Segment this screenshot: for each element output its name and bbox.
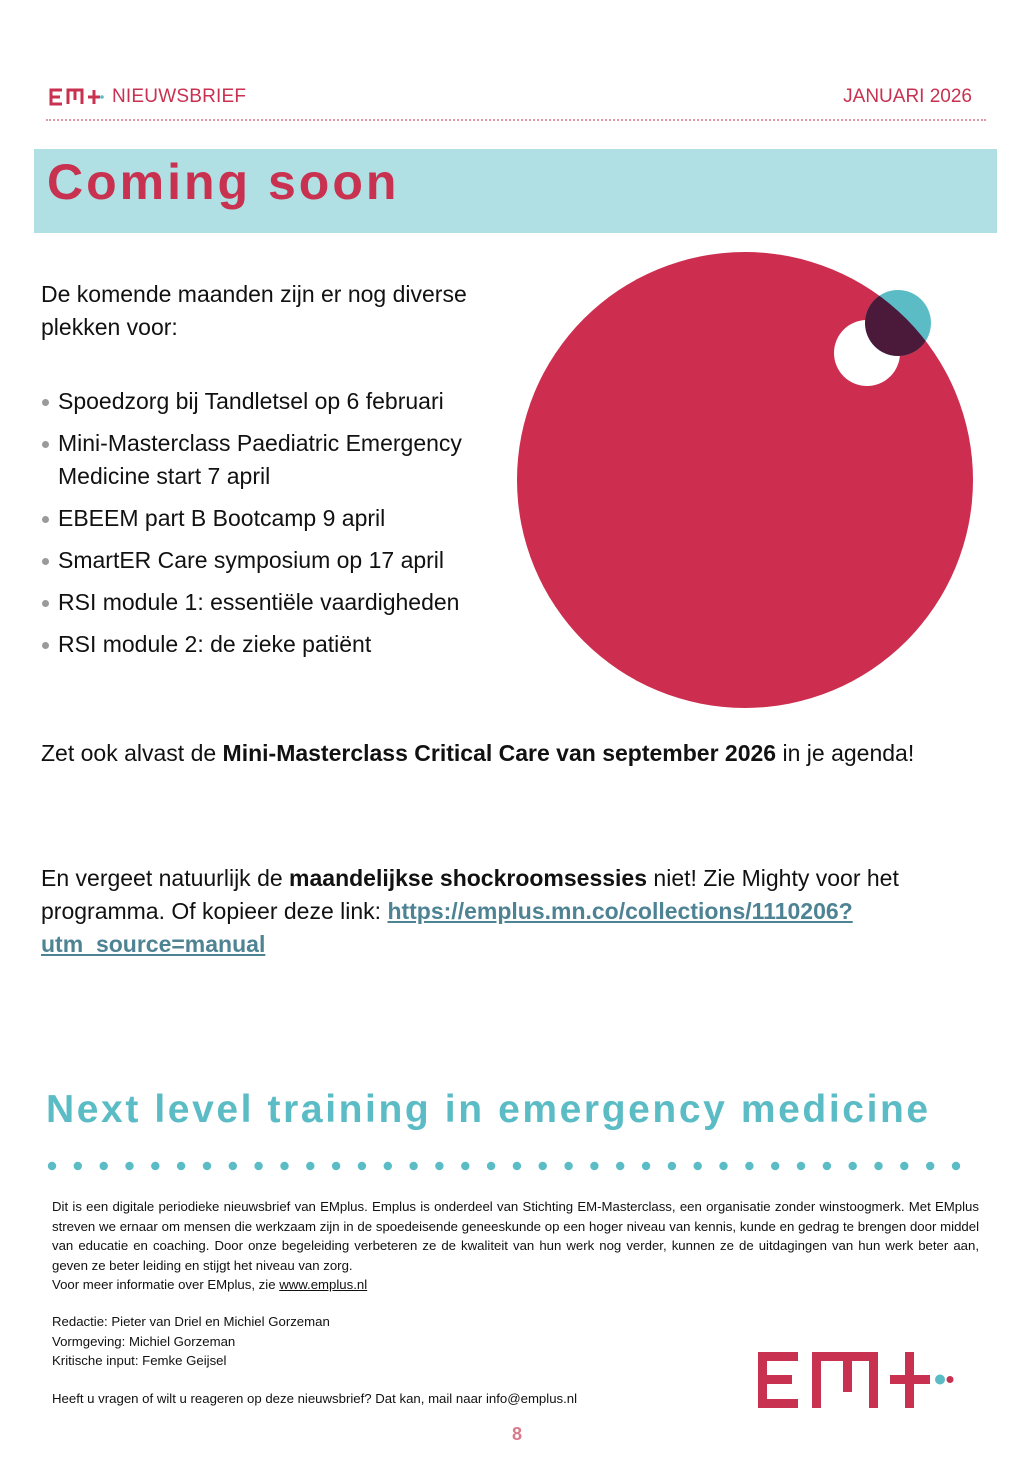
divider-dot: [332, 1162, 340, 1170]
newsletter-label: NIEUWSBRIEF: [112, 86, 247, 107]
dotted-divider: [46, 1158, 966, 1174]
header-divider: [46, 119, 986, 121]
shockroom-note: [41, 862, 981, 961]
divider-dot: [616, 1162, 624, 1170]
credits: [52, 1312, 330, 1371]
tagline: Next level training in emergency medicine: [46, 1088, 931, 1131]
divider-dot: [719, 1162, 727, 1170]
about-text: Dit is een digitale periodieke nieuwsbrief van EMplus. Emplus is onderdeel van Stichting EM-Masterclass, een organisatie zonder winstoogmerk. Met EMplus streven we ernaar om mensen die werkzaam zijn in de spoedeisende geneeskunde op een hoger niveau van kennis, kunde en gedrag te brengen door middel van educatie en coaching. Door onze begeleiding verbeteren ze de kwaliteit van hun werk nog verder, kunnen ze de uitdagingen van hun werk beter aan, geven ze beter leiding en stijgt het niveau van zorg. Voor meer informatie over EMplus, zie www.emplus.nl: [52, 1199, 979, 1292]
divider-dot: [564, 1162, 572, 1170]
shockroom-text: niet! Zie Mighty voor het programma. Of kopieer deze link:: [41, 865, 899, 924]
decorative-circles-graphic: [515, 250, 977, 712]
divider-dot: [435, 1162, 443, 1170]
shockroom-highlight: maandelijkse shockroomsessies: [289, 865, 648, 891]
event-item: EBEEM part B Bootcamp 9 april: [41, 502, 511, 535]
divider-dot: [926, 1162, 934, 1170]
brand: [48, 86, 246, 108]
agenda-highlight: Mini-Masterclass Critical Care van september 2026: [222, 740, 777, 766]
divider-dot: [952, 1162, 960, 1170]
divider-dot: [642, 1162, 650, 1170]
contact-text: Heeft u vragen of wilt u reageren op deze nieuwsbrief? Dat kan, mail naar info@emplus.nl: [52, 1391, 578, 1406]
divider-dot: [668, 1162, 676, 1170]
credit-editors: Redactie: Pieter van Driel en Michiel Gorzeman: [52, 1314, 330, 1329]
divider-dot: [900, 1162, 908, 1170]
website-link[interactable]: www.emplus.nl: [279, 1277, 368, 1292]
agenda-text: in je agenda!: [776, 740, 915, 766]
divider-dot: [874, 1162, 882, 1170]
divider-dot: [513, 1162, 521, 1170]
event-item: RSI module 2: de zieke patiënt: [41, 628, 511, 661]
agenda-text: Zet ook alvast de: [41, 740, 223, 766]
divider-dot: [280, 1162, 288, 1170]
em-plus-footer-logo-icon: [756, 1350, 956, 1410]
divider-dot: [461, 1162, 469, 1170]
section-banner: [34, 149, 997, 233]
page-number: 8: [511, 1424, 522, 1444]
divider-dot: [797, 1162, 805, 1170]
divider-dot: [539, 1162, 547, 1170]
divider-dot: [100, 1162, 108, 1170]
issue-date: JANUARI 2026: [843, 86, 972, 107]
divider-dot: [48, 1162, 56, 1170]
em-plus-logo-icon: [48, 87, 104, 107]
credit-design: Vormgeving: Michiel Gorzeman: [52, 1333, 236, 1349]
event-item: Spoedzorg bij Tandletsel op 6 februari: [41, 385, 511, 418]
divider-dot: [409, 1162, 417, 1170]
section-title: Coming soon: [47, 154, 400, 210]
divider-dot: [384, 1162, 392, 1170]
divider-dot: [254, 1162, 262, 1170]
event-list: [41, 385, 511, 670]
divider-dot: [74, 1162, 82, 1170]
divider-dot: [177, 1162, 185, 1170]
divider-dot: [745, 1162, 753, 1170]
intro-text: De komende maanden zijn er nog diverse plekken voor:: [41, 281, 467, 340]
shockroom-text: En vergeet natuurlijk de: [41, 865, 290, 891]
divider-dot: [306, 1162, 314, 1170]
mighty-link[interactable]: https://emplus.mn.co/collections/1110206? utm_source=manual: [41, 898, 853, 957]
event-item: RSI module 1: essentiële vaardigheden: [41, 586, 511, 619]
newsletter-header: [48, 82, 986, 112]
event-item: Mini-Masterclass Paediatric Emergency Medicine start 7 april: [41, 427, 511, 493]
divider-dot: [151, 1162, 159, 1170]
divider-dot: [694, 1162, 702, 1170]
divider-dot: [823, 1162, 831, 1170]
divider-dot: [487, 1162, 495, 1170]
divider-dot: [358, 1162, 366, 1170]
divider-dot: [203, 1162, 211, 1170]
divider-dot: [590, 1162, 598, 1170]
divider-dot: [125, 1162, 133, 1170]
divider-dot: [229, 1162, 237, 1170]
agenda-note: [41, 737, 1001, 770]
credit-input: Kritische input: Femke Geijsel: [52, 1353, 227, 1368]
divider-dot: [849, 1162, 857, 1170]
divider-dot: [771, 1162, 779, 1170]
event-item: SmartER Care symposium op 17 april: [41, 544, 511, 577]
